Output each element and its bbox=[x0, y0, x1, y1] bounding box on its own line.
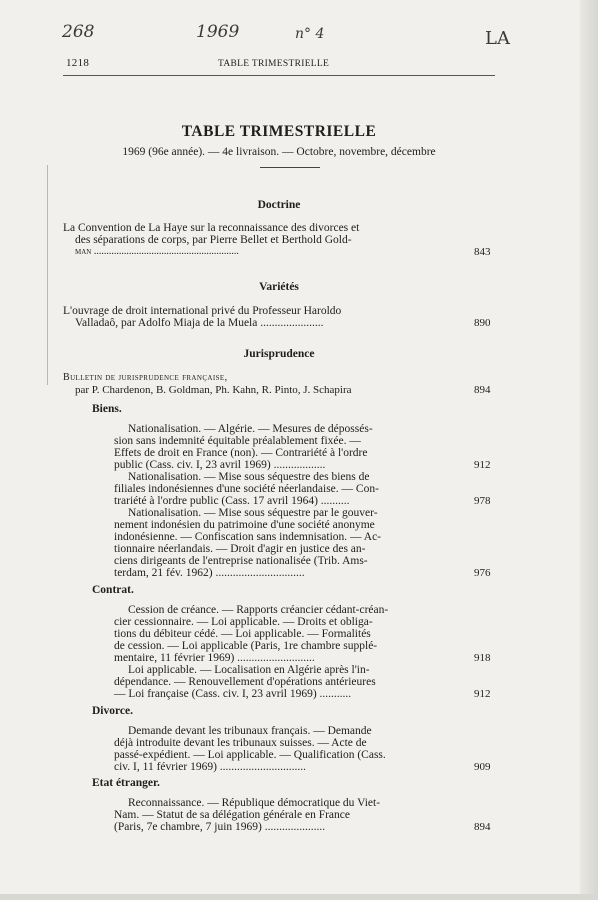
category-biens: Biens. bbox=[92, 403, 122, 415]
section-varietes: Variétés bbox=[259, 281, 299, 293]
etat-line-3: (Paris, 7e chambre, 7 juin 1969) ..................... bbox=[114, 821, 326, 833]
bulletin-line-2: par P. Chardenon, B. Goldman, Ph. Kahn, R. Pinto, J. Schapira bbox=[75, 384, 352, 396]
divorce-line-2: déjà introduite devant les tribunaux suisses. — Acte de bbox=[114, 737, 367, 749]
biens-line-8: Nationalisation. — Mise sous séquestre par le gouver- bbox=[128, 507, 378, 519]
biens-page-1: 912 bbox=[474, 459, 491, 471]
category-contrat: Contrat. bbox=[92, 584, 134, 596]
contrat-line-4: de cession. — Loi applicable (Paris, 1re chambre supplé- bbox=[114, 640, 378, 652]
etat-line-1: Reconnaissance. — République démocratique du Viet- bbox=[128, 797, 381, 809]
divorce-line-3: passé-expédient. — Loi applicable. — Qualification (Cass. bbox=[114, 749, 386, 761]
handwritten-year: 1969 bbox=[196, 22, 240, 42]
biens-line-4: public (Cass. civ. I, 23 avril 1969) .................. bbox=[114, 459, 326, 471]
contrat-page-1: 918 bbox=[474, 652, 491, 664]
biens-line-12: ciens dirigeants de l'entreprise nationalisée (Trib. Ams- bbox=[114, 555, 368, 567]
contrat-line-8: — Loi française (Cass. civ. I, 23 avril 1969) ........... bbox=[114, 688, 352, 700]
biens-line-11: tionnaire néerlandais. — Droit d'agir en justice des an- bbox=[114, 543, 366, 555]
divorce-line-4: civ. I, 11 février 1969) .............................. bbox=[114, 761, 307, 773]
doctrine-page: 843 bbox=[474, 246, 491, 258]
biens-line-9: nement indonésien du patrimoine d'une société anonyme bbox=[114, 519, 375, 531]
contrat-page-2: 912 bbox=[474, 688, 491, 700]
handwritten-ref: 268 bbox=[62, 22, 95, 42]
biens-line-13: terdam, 21 fév. 1962) ............................... bbox=[114, 567, 305, 579]
margin-mark bbox=[47, 165, 48, 385]
section-doctrine: Doctrine bbox=[257, 199, 301, 211]
divorce-line-1: Demande devant les tribunaux français. — Demande bbox=[128, 725, 372, 737]
varietes-line-2: Valladaô, par Adolfo Miaja de la Muela ...................... bbox=[75, 317, 324, 329]
biens-line-7: trariété à l'ordre public (Cass. 17 avril 1964) .......... bbox=[114, 495, 350, 507]
handwritten-initials: LA bbox=[485, 28, 510, 49]
etat-line-2: Nam. — Statut de sa délégation générale en France bbox=[114, 809, 350, 821]
contrat-line-1: Cession de créance. — Rapports créancier cédant-créan- bbox=[128, 604, 389, 616]
varietes-page: 890 bbox=[474, 317, 491, 329]
bulletin-line-1: Bulletin de jurisprudence française, bbox=[63, 372, 228, 383]
biens-line-10: indonésienne. — Confiscation sans indemnisation. — Ac- bbox=[114, 531, 382, 543]
page-title: TABLE TRIMESTRIELLE bbox=[181, 123, 377, 140]
biens-line-3: Effets de droit en France (non). — Contrariété à l'ordre bbox=[114, 447, 368, 459]
category-divorce: Divorce. bbox=[92, 705, 133, 717]
biens-page-2: 978 bbox=[474, 495, 491, 507]
contrat-line-5: mentaire, 11 février 1969) ........................... bbox=[114, 652, 315, 664]
page-number: 1218 bbox=[66, 57, 90, 69]
page-bottom-edge bbox=[0, 894, 598, 900]
biens-line-6: filiales indonésiennes d'une société néerlandaise. — Con- bbox=[114, 483, 379, 495]
bulletin-page: 894 bbox=[474, 384, 491, 396]
doctrine-line-3: man .......................................................... bbox=[75, 246, 239, 257]
category-etat-etranger: Etat étranger. bbox=[92, 777, 160, 789]
biens-line-5: Nationalisation. — Mise sous séquestre des biens de bbox=[128, 471, 370, 483]
handwritten-number: n° 4 bbox=[295, 26, 325, 42]
contrat-line-3: tions du débiteur cédé. — Loi applicable. — Formalités bbox=[114, 628, 371, 640]
biens-line-1: Nationalisation. — Algérie. — Mesures de dépossés- bbox=[128, 423, 373, 435]
section-jurisprudence: Jurisprudence bbox=[243, 348, 315, 360]
contrat-line-2: cier cessionnaire. — Loi applicable. — Droits et obliga- bbox=[114, 616, 373, 628]
biens-line-2: sion sans indemnité équitable préalablement fixée. — bbox=[114, 435, 361, 447]
doctrine-line-2: des séparations de corps, par Pierre Bellet et Berthold Gold- bbox=[75, 234, 352, 246]
header-rule bbox=[63, 75, 495, 76]
etat-page-1: 894 bbox=[474, 821, 491, 833]
contrat-line-7: dépendance. — Renouvellement d'opérations antérieures bbox=[114, 676, 376, 688]
running-title: TABLE TRIMESTRIELLE bbox=[218, 59, 330, 69]
divorce-page-1: 909 bbox=[474, 761, 491, 773]
doctrine-line-1: La Convention de La Haye sur la reconnaissance des divorces et bbox=[63, 222, 360, 234]
page-edge-shadow bbox=[580, 0, 598, 900]
title-rule bbox=[260, 167, 320, 168]
page-subtitle: 1969 (96e année). — 4e livraison. — Octobre, novembre, décembre bbox=[122, 146, 436, 158]
biens-page-3: 976 bbox=[474, 567, 491, 579]
contrat-line-6: Loi applicable. — Localisation en Algérie après l'in- bbox=[128, 664, 370, 676]
varietes-line-1: L'ouvrage de droit international privé du Professeur Haroldo bbox=[63, 305, 342, 317]
